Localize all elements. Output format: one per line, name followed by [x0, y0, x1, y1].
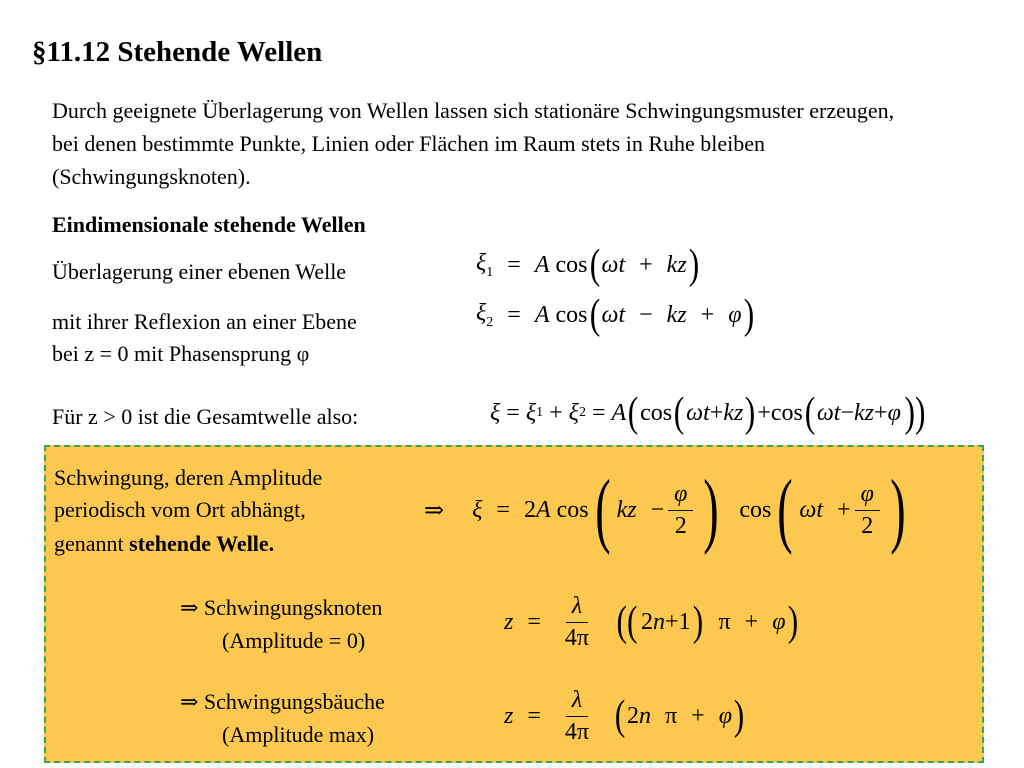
equation-antinodes: z = $\frac{\lambda}{4\pi}$ ( 2 n π + φ ) — [504, 686, 745, 745]
antinodes-condition: (Amplitude max) — [222, 722, 375, 747]
section-heading: Eindimensionale stehende Wellen — [52, 212, 366, 237]
total-wave-text: Für z > 0 ist die Gesamtwelle also: — [52, 404, 359, 429]
reflection-text-2: bei z = 0 mit Phasensprung φ — [52, 341, 310, 366]
panel-text-3-bold: stehende Welle. — [129, 531, 275, 556]
equation-nodes: z = $\frac{\lambda}{4\pi}$ (( 2 n +1 ) π + φ ) — [504, 592, 798, 651]
panel-text-3 — [54, 528, 274, 560]
panel-text-1: Schwingung, deren Amplitude — [54, 465, 323, 490]
panel-text-2: periodisch vom Ort abhängt, — [54, 497, 306, 522]
equation-standing-wave: ⇒ ξ = 2 A cos ( kz − $\frac{\varphi}{2}$ ) cos ( ωt + $\frac{\varphi}{2}$ ) — [424, 463, 906, 556]
page-title: §11.12 Stehende Wellen — [32, 36, 323, 68]
antinodes-label: ⇒ Schwingungsbäuche — [180, 689, 385, 714]
superposition-text: Überlagerung einer ebenen Welle — [52, 259, 347, 284]
equation-xi2: $\xi_2$ = A cos ( ωt − kz + φ ) — [476, 292, 754, 338]
intro-paragraph: Durch geeignete Überlagerung von Wellen lassen sich stationäre Schwingungsmuster erzeugen, bei denen bestimmte Punkte, Linien oder Flächen im Raum stets in Ruhe bleiben (Schwingungsknoten). — [52, 98, 895, 189]
equation-xi1: $\xi_1$ = A cos ( ωt + kz ) — [476, 242, 699, 288]
reflection-text-1: mit ihrer Reflexion an einer Ebene — [52, 309, 357, 334]
panel-text-3-prefix: genannt — [54, 531, 130, 556]
nodes-label: ⇒ Schwingungsknoten — [180, 595, 383, 620]
equation-total: ξ = ξ 1 + ξ 2 = A ( cos ( ωt + kz ) +cos ( ωt − kz + φ )) — [490, 390, 926, 436]
nodes-condition: (Amplitude = 0) — [222, 628, 366, 653]
